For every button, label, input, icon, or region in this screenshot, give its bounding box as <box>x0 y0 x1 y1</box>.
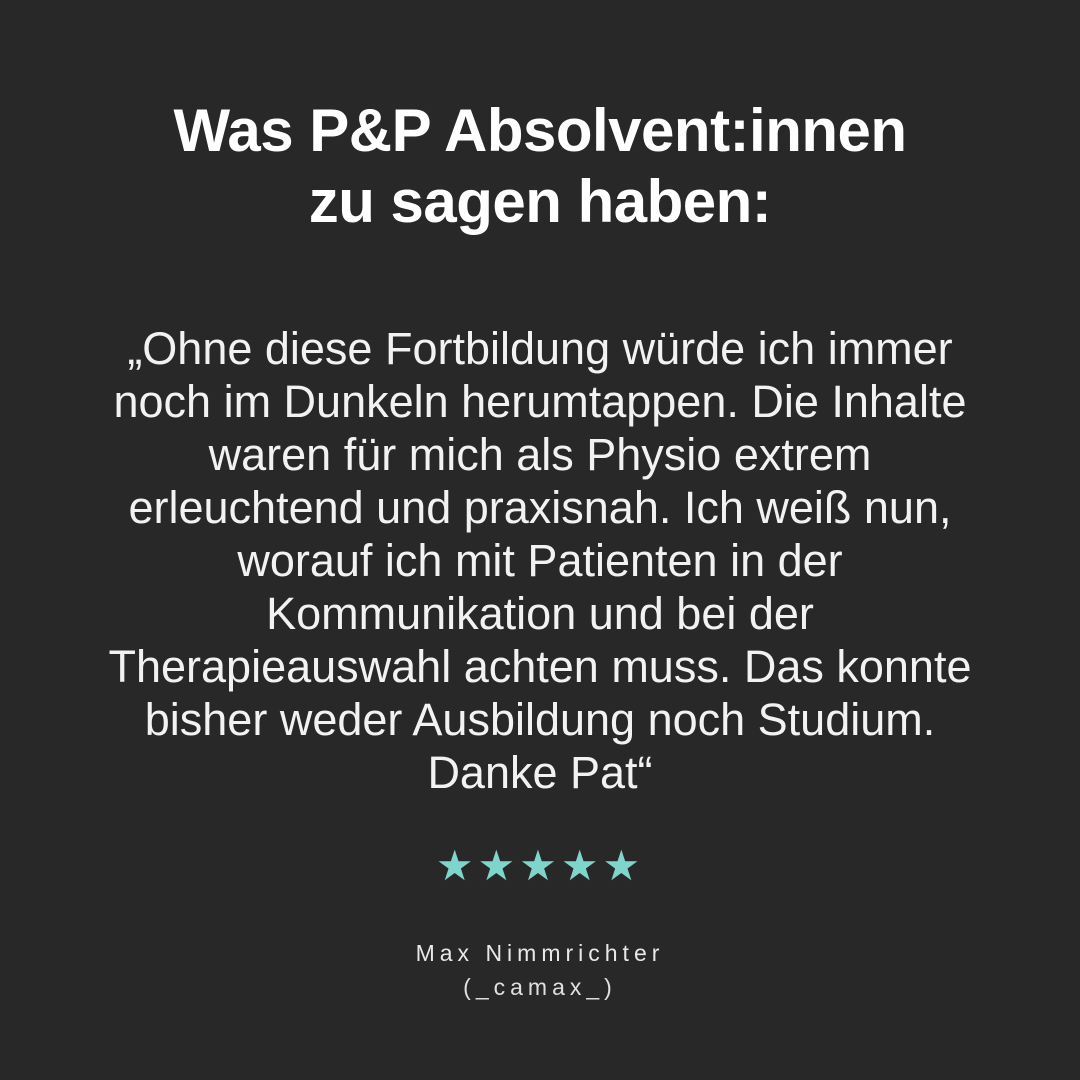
star-icon: ★ <box>435 842 478 890</box>
page-title-line-1: Was P&P Absolvent:innen <box>173 97 907 164</box>
page-title <box>173 96 906 238</box>
star-icon: ★ <box>477 842 520 890</box>
star-icon: ★ <box>602 842 645 890</box>
rating-stars <box>435 842 645 890</box>
author-block <box>416 937 665 1004</box>
star-icon: ★ <box>519 842 561 890</box>
star-icon: ★ <box>560 842 603 890</box>
author-handle: (_camax_) <box>463 973 617 1000</box>
testimonial-quote: „Ohne diese Fortbildung würde ich immer noch im Dunkeln herumtappen. Die Inhalte waren für mich als Physio extrem erleuchtend und praxisnah. Ich weiß nun, worauf ich mit Patienten in der Kommunikation und bei der Therapieauswahl achten muss. Das konnte bisher weder Ausbildung noch Studium. Danke Pat“ <box>108 322 972 799</box>
page-title-line-2: zu sagen haben: <box>308 167 772 235</box>
author-name: Max Nimmrichter <box>415 940 665 967</box>
